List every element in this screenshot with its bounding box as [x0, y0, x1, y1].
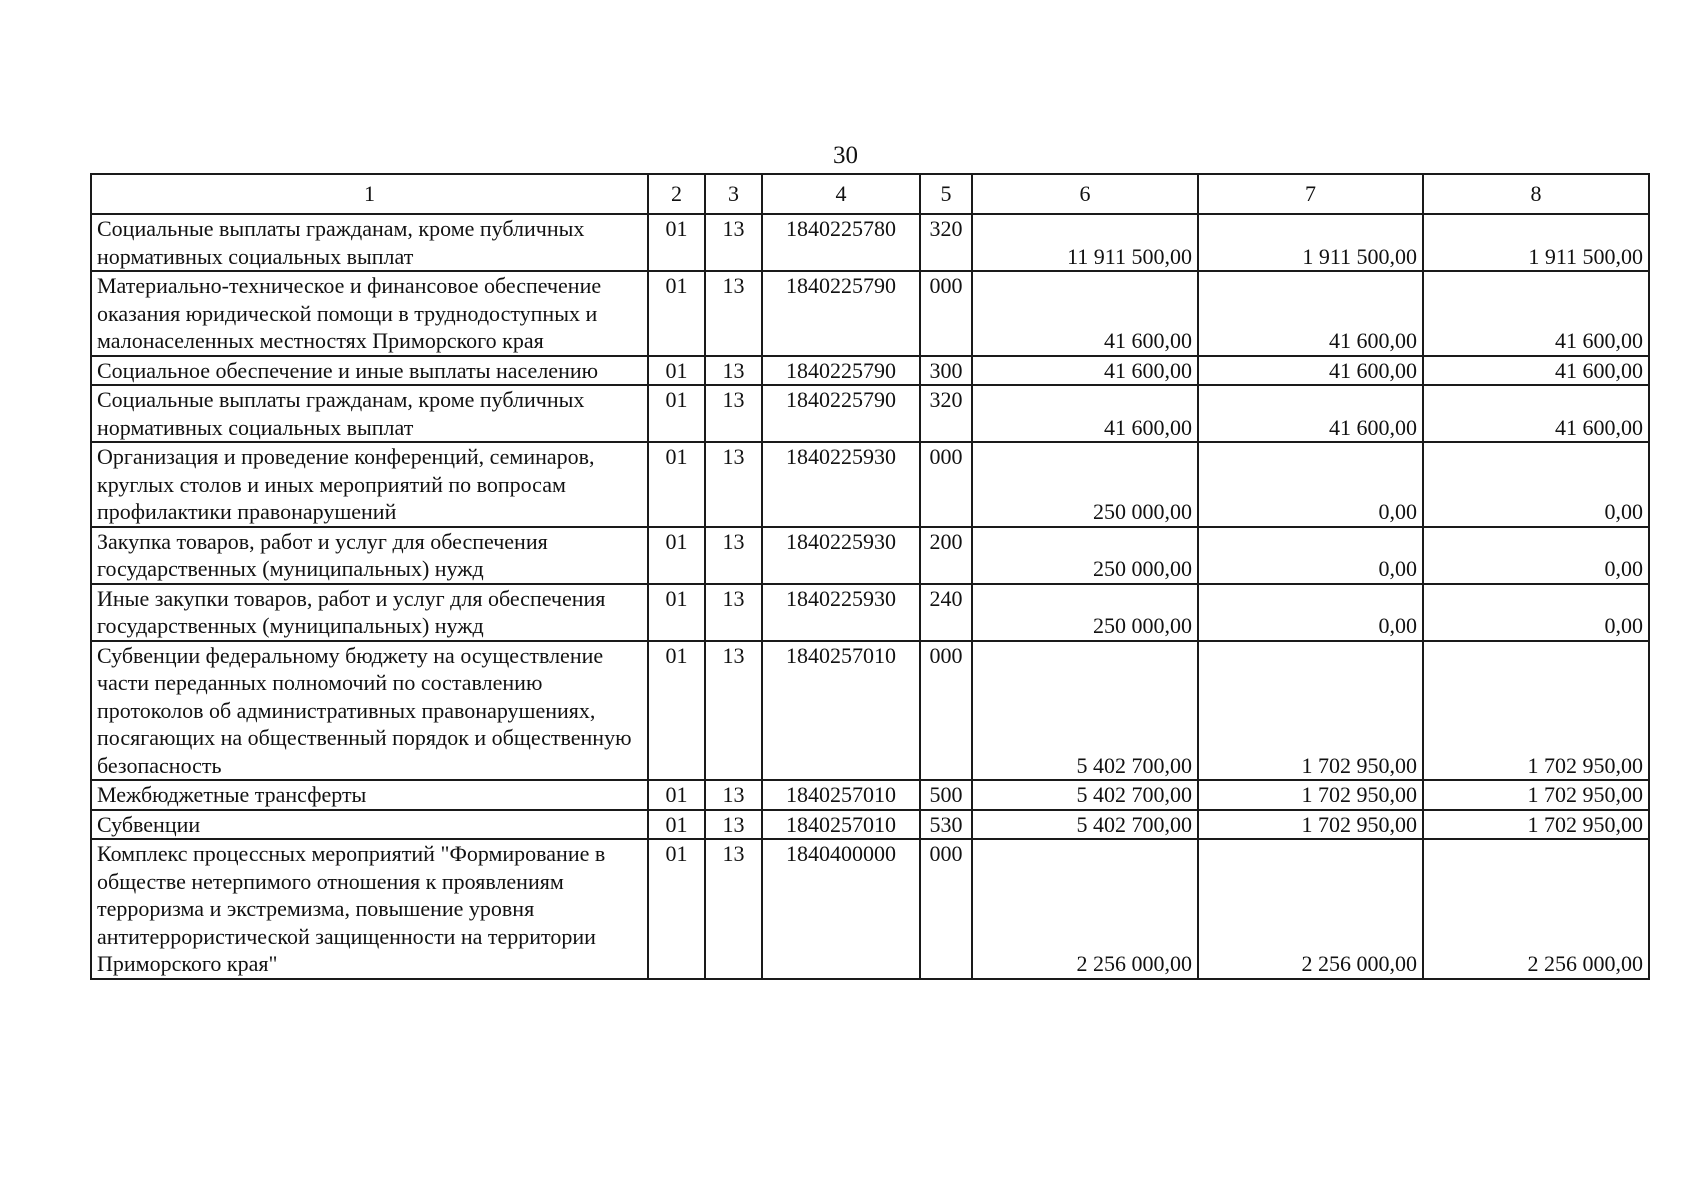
- row-name: Закупка товаров, работ и услуг для обеспечения государственных (муниципальных) нужд: [91, 527, 648, 584]
- row-section: 01: [648, 527, 705, 584]
- row-amount-8: 1 702 950,00: [1423, 641, 1649, 781]
- row-name: Социальное обеспечение и иные выплаты населению: [91, 356, 648, 386]
- header-col-8: 8: [1423, 174, 1649, 214]
- table-row: [91, 839, 1649, 979]
- row-subsection: 13: [705, 356, 762, 386]
- row-expense-type: 320: [920, 214, 972, 271]
- table-row: [91, 442, 1649, 527]
- row-target-code: 1840225780: [762, 214, 920, 271]
- table-row: [91, 356, 1649, 386]
- row-subsection: 13: [705, 271, 762, 356]
- header-col-5: 5: [920, 174, 972, 214]
- row-amount-6: 11 911 500,00: [972, 214, 1198, 271]
- row-target-code: 1840225790: [762, 271, 920, 356]
- row-amount-6: 250 000,00: [972, 442, 1198, 527]
- header-col-3: 3: [705, 174, 762, 214]
- row-target-code: 1840225790: [762, 356, 920, 386]
- table-row: [91, 385, 1649, 442]
- table-row: [91, 527, 1649, 584]
- header-col-7: 7: [1198, 174, 1423, 214]
- row-amount-8: 0,00: [1423, 442, 1649, 527]
- row-name: Субвенции федеральному бюджету на осуществление части переданных полномочий по составлению протоколов об административных правонарушениях, посягающих на общественный порядок и общественную безопасность: [91, 641, 648, 781]
- row-amount-8: 0,00: [1423, 527, 1649, 584]
- row-expense-type: 000: [920, 839, 972, 979]
- row-amount-7: 41 600,00: [1198, 356, 1423, 386]
- row-amount-7: 0,00: [1198, 584, 1423, 641]
- row-section: 01: [648, 385, 705, 442]
- row-amount-8: 1 911 500,00: [1423, 214, 1649, 271]
- row-name: Субвенции: [91, 810, 648, 840]
- row-subsection: 13: [705, 442, 762, 527]
- row-amount-8: 1 702 950,00: [1423, 810, 1649, 840]
- row-subsection: 13: [705, 584, 762, 641]
- row-section: 01: [648, 442, 705, 527]
- row-expense-type: 000: [920, 271, 972, 356]
- page-number: 30: [833, 142, 858, 169]
- table-row: [91, 271, 1649, 356]
- row-name: Социальные выплаты гражданам, кроме публичных нормативных социальных выплат: [91, 214, 648, 271]
- header-row: [91, 174, 1649, 214]
- table-row: [91, 214, 1649, 271]
- row-target-code: 1840257010: [762, 810, 920, 840]
- table-row: [91, 641, 1649, 781]
- row-target-code: 1840225930: [762, 527, 920, 584]
- row-expense-type: 200: [920, 527, 972, 584]
- row-amount-7: 1 702 950,00: [1198, 641, 1423, 781]
- row-amount-7: 0,00: [1198, 527, 1423, 584]
- row-amount-8: 2 256 000,00: [1423, 839, 1649, 979]
- row-subsection: 13: [705, 641, 762, 781]
- row-section: 01: [648, 214, 705, 271]
- row-section: 01: [648, 641, 705, 781]
- row-amount-6: 5 402 700,00: [972, 641, 1198, 781]
- row-target-code: 1840225930: [762, 442, 920, 527]
- row-amount-8: 0,00: [1423, 584, 1649, 641]
- row-subsection: 13: [705, 214, 762, 271]
- header-col-1: 1: [91, 174, 648, 214]
- row-amount-6: 5 402 700,00: [972, 810, 1198, 840]
- row-expense-type: 500: [920, 780, 972, 810]
- row-target-code: 1840257010: [762, 641, 920, 781]
- row-amount-7: 2 256 000,00: [1198, 839, 1423, 979]
- row-expense-type: 000: [920, 641, 972, 781]
- row-amount-8: 41 600,00: [1423, 356, 1649, 386]
- table-row: [91, 810, 1649, 840]
- row-section: 01: [648, 810, 705, 840]
- row-target-code: 1840400000: [762, 839, 920, 979]
- row-subsection: 13: [705, 527, 762, 584]
- row-name: Социальные выплаты гражданам, кроме публичных нормативных социальных выплат: [91, 385, 648, 442]
- row-expense-type: 300: [920, 356, 972, 386]
- row-amount-7: 1 702 950,00: [1198, 780, 1423, 810]
- row-amount-6: 41 600,00: [972, 385, 1198, 442]
- row-section: 01: [648, 839, 705, 979]
- row-target-code: 1840257010: [762, 780, 920, 810]
- row-amount-6: 2 256 000,00: [972, 839, 1198, 979]
- row-section: 01: [648, 584, 705, 641]
- row-name: Комплекс процессных мероприятий "Формирование в обществе нетерпимого отношения к проявлениям терроризма и экстремизма, повышение уровня антитеррористической защищенности на территории Приморского края": [91, 839, 648, 979]
- row-expense-type: 240: [920, 584, 972, 641]
- row-expense-type: 320: [920, 385, 972, 442]
- row-name: Межбюджетные трансферты: [91, 780, 648, 810]
- row-name: Иные закупки товаров, работ и услуг для обеспечения государственных (муниципальных) нужд: [91, 584, 648, 641]
- row-amount-7: 1 911 500,00: [1198, 214, 1423, 271]
- row-amount-6: 250 000,00: [972, 527, 1198, 584]
- row-amount-6: 41 600,00: [972, 356, 1198, 386]
- table-row: [91, 584, 1649, 641]
- row-target-code: 1840225790: [762, 385, 920, 442]
- row-subsection: 13: [705, 385, 762, 442]
- row-name: Материально-техническое и финансовое обеспечение оказания юридической помощи в труднодоступных и малонаселенных местностях Приморского края: [91, 271, 648, 356]
- table-row: [91, 780, 1649, 810]
- header-col-6: 6: [972, 174, 1198, 214]
- row-subsection: 13: [705, 780, 762, 810]
- row-amount-8: 41 600,00: [1423, 385, 1649, 442]
- row-section: 01: [648, 271, 705, 356]
- row-amount-8: 1 702 950,00: [1423, 780, 1649, 810]
- row-section: 01: [648, 780, 705, 810]
- row-amount-6: 250 000,00: [972, 584, 1198, 641]
- row-subsection: 13: [705, 839, 762, 979]
- header-col-2: 2: [648, 174, 705, 214]
- header-col-4: 4: [762, 174, 920, 214]
- row-expense-type: 000: [920, 442, 972, 527]
- row-subsection: 13: [705, 810, 762, 840]
- row-target-code: 1840225930: [762, 584, 920, 641]
- row-name: Организация и проведение конференций, семинаров, круглых столов и иных мероприятий по вопросам профилактики правонарушений: [91, 442, 648, 527]
- row-amount-8: 41 600,00: [1423, 271, 1649, 356]
- row-amount-6: 5 402 700,00: [972, 780, 1198, 810]
- row-amount-7: 0,00: [1198, 442, 1423, 527]
- row-expense-type: 530: [920, 810, 972, 840]
- row-amount-6: 41 600,00: [972, 271, 1198, 356]
- row-amount-7: 1 702 950,00: [1198, 810, 1423, 840]
- budget-table: [90, 173, 1650, 980]
- row-section: 01: [648, 356, 705, 386]
- row-amount-7: 41 600,00: [1198, 385, 1423, 442]
- row-amount-7: 41 600,00: [1198, 271, 1423, 356]
